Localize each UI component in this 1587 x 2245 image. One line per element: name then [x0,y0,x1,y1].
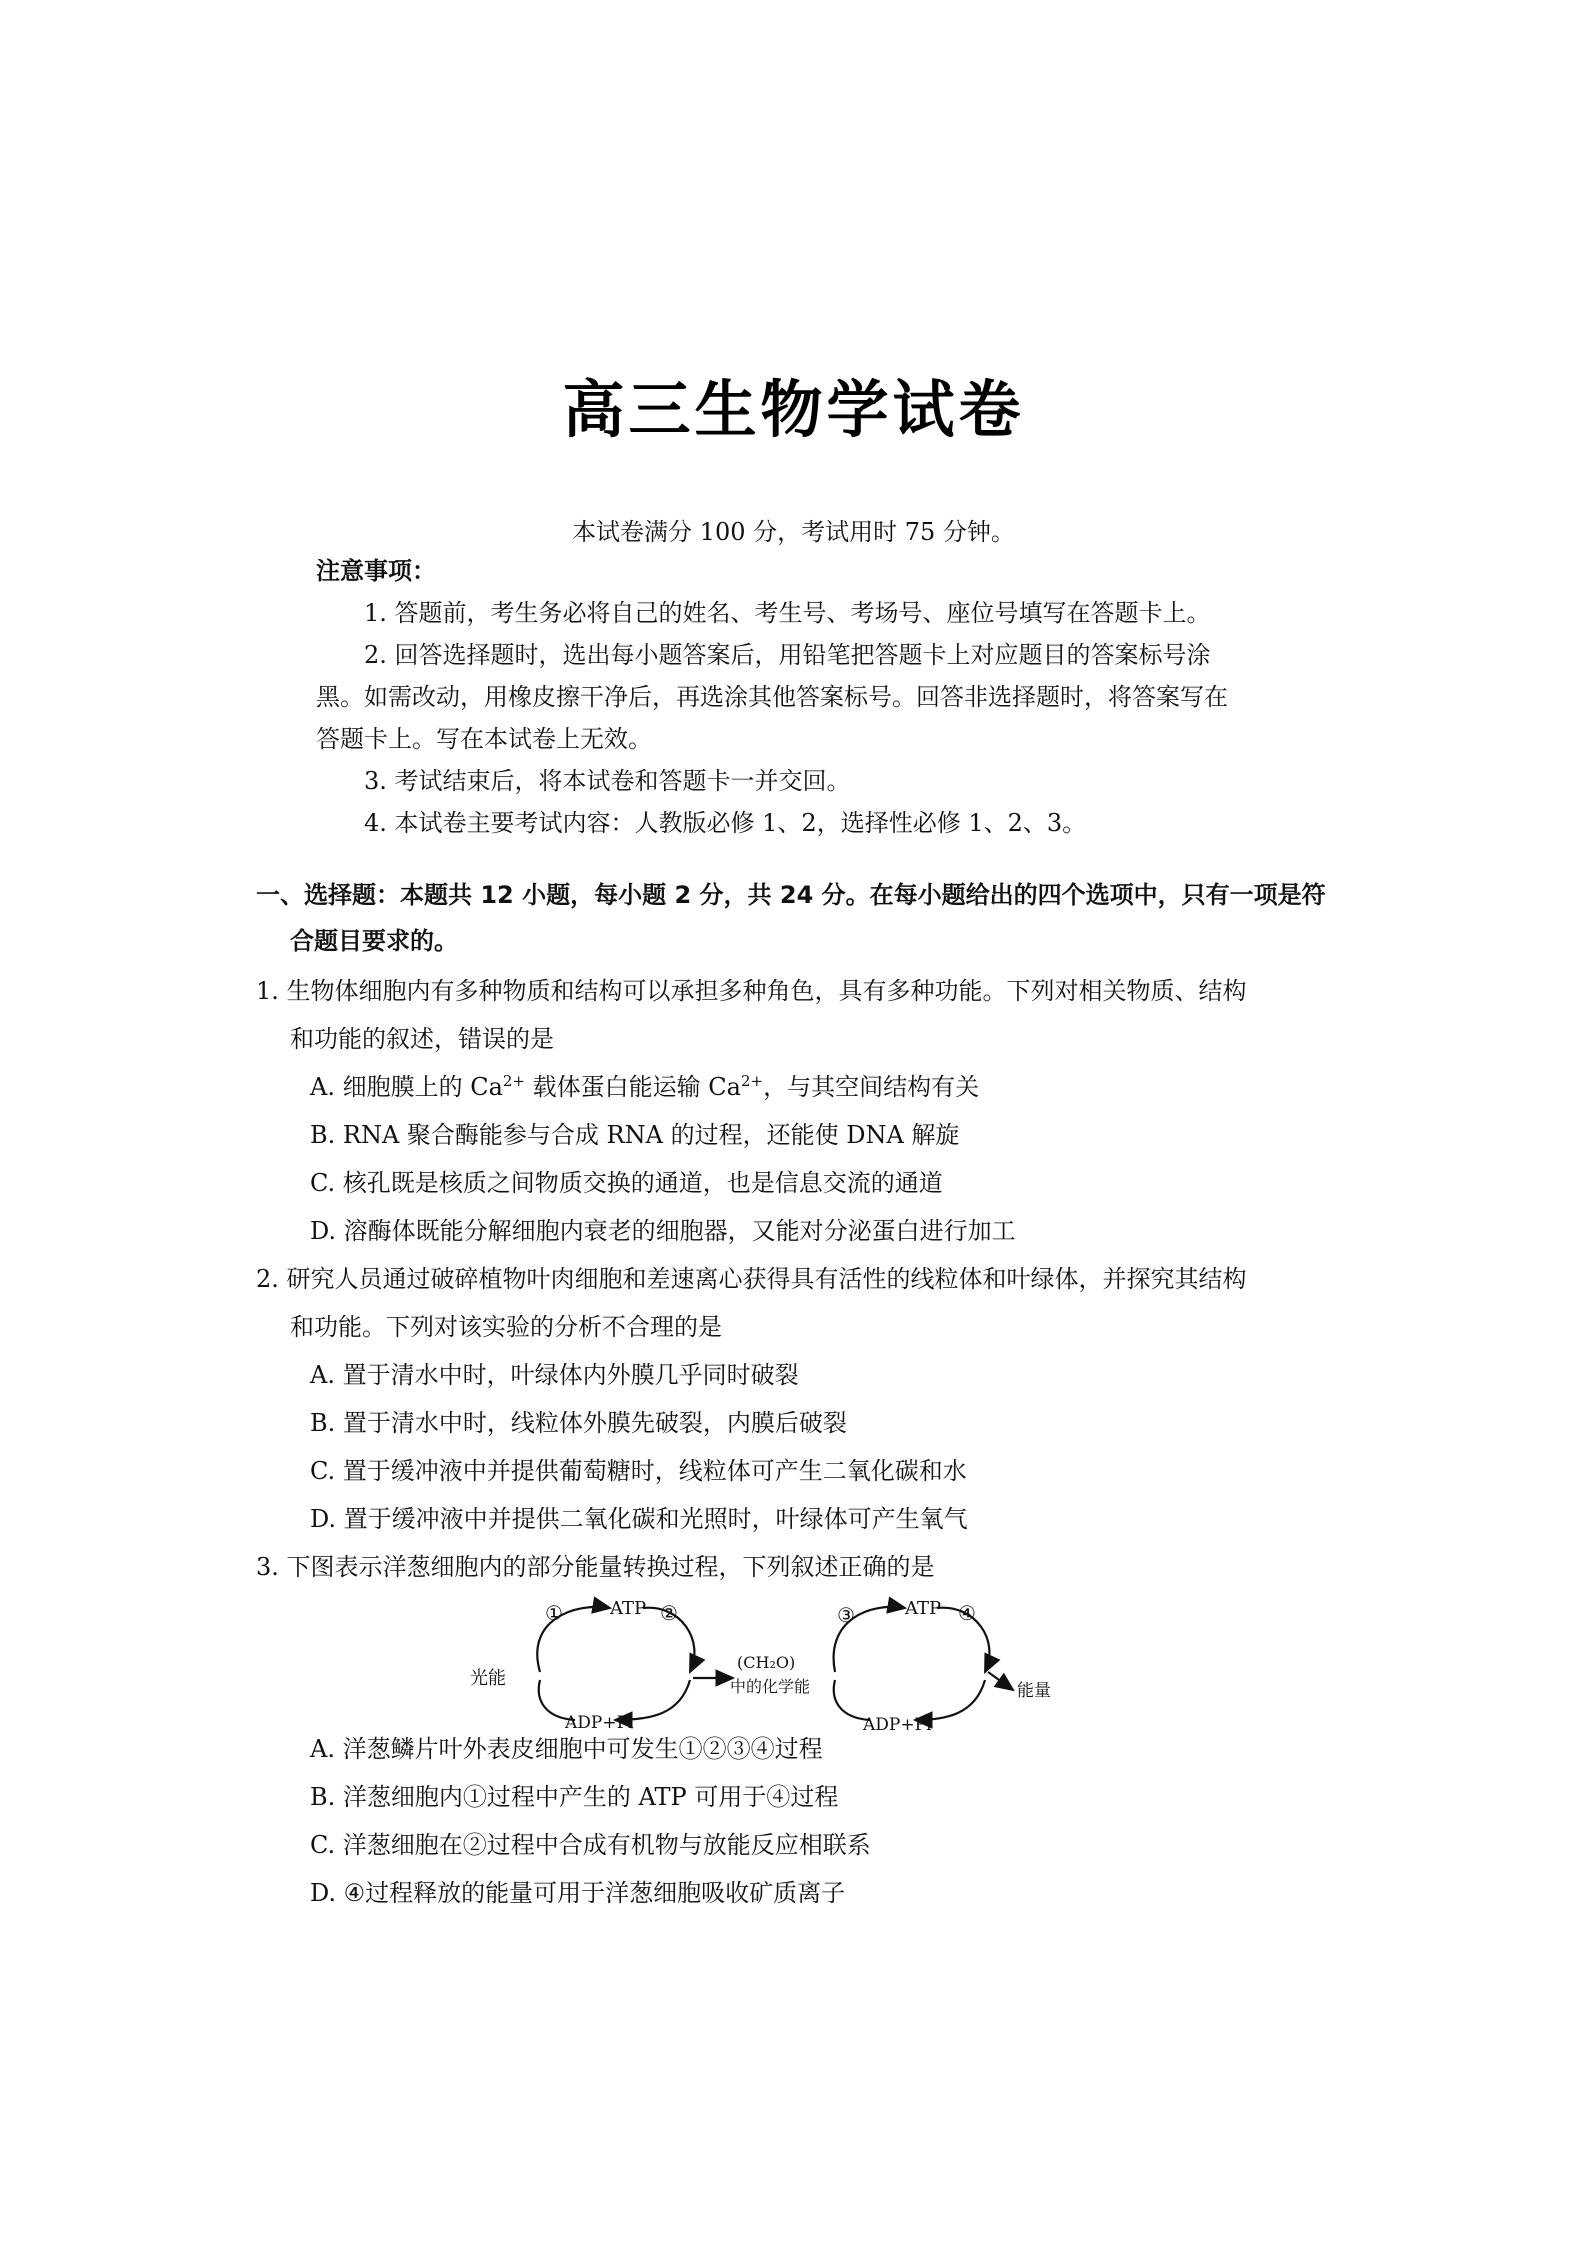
notice-item: 4. 本试卷主要考试内容：人教版必修 1、2，选择性必修 1、2、3。 [364,809,1087,837]
q2-stem: 2. 研究人员通过破碎植物叶肉细胞和差速离心获得具有活性的线粒体和叶绿体，并探究其结构 [256,1265,1247,1293]
label-step-1: ① [545,1601,563,1625]
label-atp-right: ATP [905,1598,942,1619]
q1-a-text: A. 细胞膜上的 Ca [310,1073,503,1101]
q3-stem: 3. 下图表示洋葱细胞内的部分能量转换过程，下列叙述正确的是 [256,1553,935,1581]
notice-item: 3. 考试结束后，将本试卷和答题卡一并交回。 [364,767,851,795]
q3-option-a: A. 洋葱鳞片叶外表皮细胞中可发生①②③④过程 [310,1735,823,1763]
q1-option-b: B. RNA 聚合酶能参与合成 RNA 的过程，还能使 DNA 解旋 [310,1121,960,1149]
label-adp-left: ADP+Pi [565,1713,634,1730]
notice-item: 1. 答题前，考生务必将自己的姓名、考生号、考场号、座位号填写在答题卡上。 [364,599,1211,627]
q2-option-d: D. 置于缓冲液中并提供二氧化碳和光照时，叶绿体可产生氧气 [310,1505,968,1533]
exam-title: 高三生物学试卷 [562,373,1025,446]
q2-stem-cont: 和功能。下列对该实验的分析不合理的是 [290,1313,722,1341]
q3-option-d: D. ④过程释放的能量可用于洋葱细胞吸收矿质离子 [310,1879,846,1907]
energy-conversion-diagram [465,1590,1065,1730]
arrow-adp-right-return [834,1680,870,1720]
q1-stem: 1. 生物体细胞内有多种物质和结构可以承担多种角色，具有多种功能。下列对相关物质、结构 [256,977,1247,1005]
q1-stem-cont: 和功能的叙述，错误的是 [290,1025,554,1053]
q1-option-a [310,1070,979,1104]
label-ch2o: (CH₂O) [737,1653,796,1672]
exam-subtitle: 本试卷满分 100 分，考试用时 75 分钟。 [572,518,1015,546]
q1-a-superscript: 2+ [502,1072,526,1090]
label-energy: 能量 [1017,1681,1051,1701]
q2-option-b: B. 置于清水中时，线粒体外膜先破裂，内膜后破裂 [310,1409,847,1437]
notice-item: 答题卡上。写在本试卷上无效。 [316,725,652,753]
label-light-energy: 光能 [470,1668,506,1689]
q1-option-c: C. 核孔既是核质之间物质交换的通道，也是信息交流的通道 [310,1169,943,1197]
q3-option-b: B. 洋葱细胞内①过程中产生的 ATP 可用于④过程 [310,1783,839,1811]
label-adp-right: ADP+Pi [863,1715,932,1730]
q2-option-a: A. 置于清水中时，叶绿体内外膜几乎同时破裂 [310,1361,799,1389]
notice-item: 2. 回答选择题时，选出每小题答案后，用铅笔把答题卡上对应题目的答案标号涂 [364,641,1211,669]
notice-item: 黑。如需改动，用橡皮擦干净后，再选涂其他答案标号。回答非选择题时，将答案写在 [316,683,1228,711]
label-step-2: ② [660,1601,678,1625]
section-heading: 一、选择题：本题共 12 小题，每小题 2 分，共 24 分。在每小题给出的四个选项中，只有一项是符 [256,881,1326,909]
notice-heading: 注意事项： [316,557,436,585]
label-step-4: ④ [958,1601,976,1625]
q1-option-d: D. 溶酶体既能分解细胞内衰老的细胞器，又能对分泌蛋白进行加工 [310,1217,1016,1245]
label-chemical-energy: 中的化学能 [730,1677,811,1696]
q1-a-superscript: 2+ [740,1072,764,1090]
q2-option-c: C. 置于缓冲液中并提供葡萄糖时，线粒体可产生二氧化碳和水 [310,1457,967,1485]
q1-a-text: 载体蛋白能运输 Ca [525,1073,741,1101]
label-step-3: ③ [837,1603,855,1627]
label-atp-left: ATP [610,1598,647,1619]
q1-a-text: ，与其空间结构有关 [763,1073,980,1101]
arrow-to-adp-right [915,1680,985,1720]
section-heading-cont: 合题目要求的。 [290,927,458,955]
q3-option-c: C. 洋葱细胞在②过程中合成有机物与放能反应相联系 [310,1831,871,1859]
arrow-to-energy [988,1672,1013,1690]
